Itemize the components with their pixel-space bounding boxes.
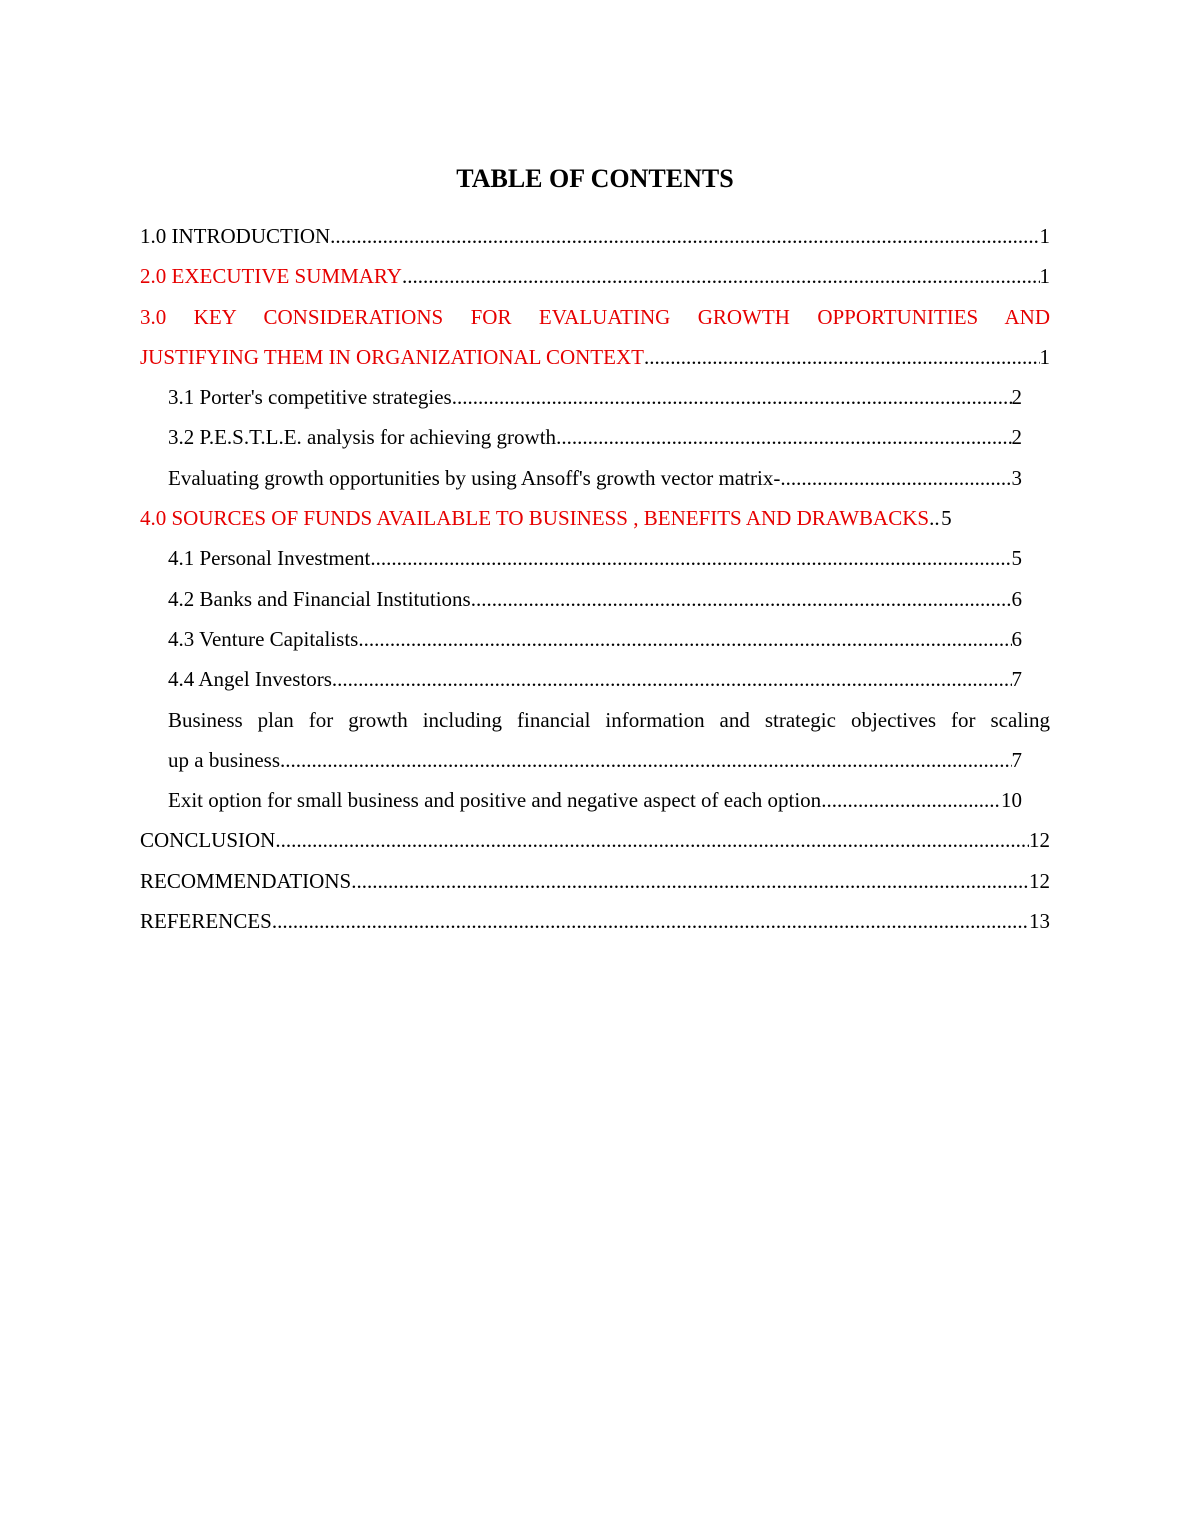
toc-entry-label: 3.1 Porter's competitive strategies <box>168 385 452 410</box>
toc-entry-references[interactable] <box>140 901 1050 941</box>
toc-entry-exit-options[interactable] <box>168 780 1022 820</box>
toc-page-number: 12 <box>1029 868 1050 893</box>
dot-leader <box>471 579 1012 619</box>
dot-leader <box>272 901 1029 941</box>
toc-entry-label: 4.4 Angel Investors <box>168 667 332 692</box>
toc-page-number: 10 <box>1001 788 1022 813</box>
dot-leader <box>370 538 1011 578</box>
toc-entry-conclusion[interactable] <box>140 820 1050 860</box>
toc-entry-label: Exit option for small business and positive and negative aspect of each option <box>168 788 822 813</box>
toc-entry-label: 4.2 Banks and Financial Institutions <box>168 586 471 611</box>
table-of-contents <box>140 216 1050 941</box>
dot-leader <box>330 216 1039 256</box>
dot-leader <box>780 458 1011 498</box>
toc-entry-recommendations[interactable] <box>140 861 1050 901</box>
toc-page-number: 6 <box>1011 586 1022 611</box>
toc-entry-executive-summary[interactable] <box>140 256 1050 296</box>
dot-leader <box>452 377 1012 417</box>
toc-page-number: 1 <box>1039 264 1050 289</box>
toc-entry-introduction[interactable] <box>140 216 1050 256</box>
toc-entry-pestle[interactable] <box>168 417 1022 457</box>
dot-leader <box>929 498 941 538</box>
dot-leader <box>644 337 1040 377</box>
toc-entry-label: 4.0 SOURCES OF FUNDS AVAILABLE TO BUSINESS , BENEFITS AND DRAWBACKS <box>140 506 930 531</box>
toc-entry-banks[interactable] <box>168 579 1022 619</box>
toc-entry-label: Evaluating growth opportunities by using Ansoff's growth vector matrix- <box>168 465 781 490</box>
toc-page-number: 1 <box>1039 344 1050 369</box>
toc-entry-ansoff[interactable] <box>168 458 1022 498</box>
dot-leader <box>358 619 1011 659</box>
toc-page-number: 2 <box>1011 425 1022 450</box>
toc-entry-label-line2: up a business <box>168 747 280 772</box>
toc-entry-key-considerations[interactable] <box>140 297 1050 378</box>
dot-leader <box>821 780 1001 820</box>
toc-entry-venture-capitalists[interactable] <box>168 619 1022 659</box>
toc-entry-label: RECOMMENDATIONS <box>140 868 352 893</box>
toc-entry-label: CONCLUSION <box>140 828 276 853</box>
toc-page-number: 5 <box>1011 546 1022 571</box>
toc-entry-label: 4.1 Personal Investment <box>168 546 371 571</box>
toc-page-number: 3 <box>1011 465 1022 490</box>
toc-page-number: 12 <box>1029 828 1050 853</box>
toc-page-number: 6 <box>1011 626 1022 651</box>
dot-leader <box>351 861 1029 901</box>
toc-entry-label: 3.2 P.E.S.T.L.E. analysis for achieving growth <box>168 425 557 450</box>
toc-entry-personal-investment[interactable] <box>168 538 1022 578</box>
toc-entry-angel-investors[interactable] <box>168 659 1022 699</box>
toc-page-number: 13 <box>1029 909 1050 934</box>
toc-entry-label: 4.3 Venture Capitalists <box>168 626 359 651</box>
toc-entry-label: REFERENCES <box>140 909 272 934</box>
toc-entry-porter[interactable] <box>168 377 1022 417</box>
toc-page-number: 2 <box>1011 385 1022 410</box>
dot-leader <box>556 417 1011 457</box>
dot-leader <box>332 659 1012 699</box>
toc-entry-label-line2: JUSTIFYING THEM IN ORGANIZATIONAL CONTEXT <box>140 344 644 369</box>
toc-page-number: 1 <box>1039 224 1050 248</box>
dot-leader <box>402 256 1040 296</box>
toc-page-number: 7 <box>1011 667 1022 692</box>
toc-entry-label-line1: 3.0 KEY CONSIDERATIONS FOR EVALUATING GROWTH OPPORTUNITIES AND <box>140 304 1050 329</box>
toc-entry-sources-of-funds[interactable] <box>140 498 1050 538</box>
toc-entry-business-plan[interactable] <box>168 700 1050 781</box>
toc-page-number: 7 <box>1011 747 1022 772</box>
toc-entry-label: 2.0 EXECUTIVE SUMMARY <box>140 264 402 289</box>
toc-entry-label-line1: Business plan for growth including financial information and strategic objectives for scaling <box>168 707 1050 732</box>
toc-page-number: 5 <box>941 506 952 531</box>
page-title: TABLE OF CONTENTS <box>456 164 734 193</box>
dot-leader <box>275 820 1029 860</box>
toc-entry-label: 1.0 INTRODUCTION <box>140 224 331 248</box>
dot-leader <box>280 740 1012 780</box>
